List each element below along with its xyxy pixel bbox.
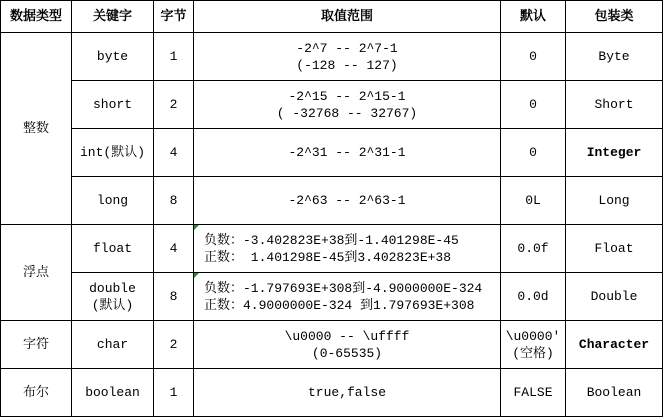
table-row xyxy=(1,129,663,177)
table-row xyxy=(1,33,663,81)
keyword-cell-line: (默认) xyxy=(91,297,134,313)
default-cell-line: FALSE xyxy=(513,385,553,400)
range-cell xyxy=(194,369,501,417)
bytes-cell: 8 xyxy=(154,177,194,225)
range-cell-line: -2^63 -- 2^63-1 xyxy=(288,193,406,208)
range-cell-line: \u0000 -- \uffff xyxy=(284,328,410,344)
keyword-cell-line: long xyxy=(96,193,129,208)
wrapper-cell: Integer xyxy=(566,129,663,177)
range-cell-line: -2^31 -- 2^31-1 xyxy=(288,145,406,160)
range-cell-line: 正数： 1.401298E-45到3.402823E+38 xyxy=(204,249,452,265)
range-cell-line: 负数：-1.797693E+308到-4.9000000E-324 xyxy=(204,280,483,296)
table-row xyxy=(1,369,663,417)
bytes-cell: 4 xyxy=(154,129,194,177)
default-cell xyxy=(501,81,566,129)
range-cell-line: -2^15 -- 2^15-1 xyxy=(288,88,406,104)
keyword-cell-line: int(默认) xyxy=(79,145,145,160)
default-cell-line: (空格) xyxy=(512,345,554,361)
range-cell xyxy=(194,81,501,129)
range-cell xyxy=(194,129,501,177)
wrapper-cell: Byte xyxy=(566,33,663,81)
range-cell-line: 负数：-3.402823E+38到-1.401298E-45 xyxy=(204,232,459,248)
keyword-cell xyxy=(72,81,154,129)
keyword-cell-line: short xyxy=(92,97,132,112)
keyword-cell xyxy=(72,321,154,369)
keyword-cell-line: char xyxy=(96,337,129,352)
header-row xyxy=(1,1,663,33)
default-cell-line: 0 xyxy=(529,97,537,112)
default-cell-line: \u0000' xyxy=(505,328,561,344)
default-cell xyxy=(501,33,566,81)
range-cell-line: 正数：4.9000000E-324 到1.797693E+308 xyxy=(204,297,475,313)
wrapper-cell: Character xyxy=(566,321,663,369)
keyword-cell xyxy=(72,177,154,225)
range-cell-line: true,false xyxy=(307,385,386,400)
data-type-cell: 整数 xyxy=(1,33,72,225)
default-cell xyxy=(501,225,566,273)
data-type-cell: 浮点 xyxy=(1,225,72,321)
keyword-cell xyxy=(72,33,154,81)
range-cell-line: ( -32768 -- 32767) xyxy=(276,105,418,121)
default-cell-line: 0 xyxy=(529,49,537,64)
wrapper-cell: Boolean xyxy=(566,369,663,417)
data-type-cell: 字符 xyxy=(1,321,72,369)
default-cell-line: 0.0f xyxy=(517,241,549,256)
header-wrapper: 包装类 xyxy=(566,1,663,33)
keyword-cell xyxy=(72,129,154,177)
keyword-cell xyxy=(72,273,154,321)
range-cell xyxy=(194,177,501,225)
keyword-cell-line: byte xyxy=(96,49,129,64)
wrapper-cell: Double xyxy=(566,273,663,321)
keyword-cell xyxy=(72,369,154,417)
wrapper-cell: Float xyxy=(566,225,663,273)
bytes-cell: 2 xyxy=(154,81,194,129)
table-row xyxy=(1,81,663,129)
default-cell-line: 0 xyxy=(529,145,537,160)
header-default: 默认 xyxy=(501,1,566,33)
bytes-cell: 4 xyxy=(154,225,194,273)
keyword-cell xyxy=(72,225,154,273)
default-cell xyxy=(501,177,566,225)
default-cell xyxy=(501,321,566,369)
wrapper-cell: Short xyxy=(566,81,663,129)
bytes-cell: 1 xyxy=(154,369,194,417)
header-bytes: 字节 xyxy=(154,1,194,33)
keyword-cell-line: boolean xyxy=(85,385,140,400)
default-cell xyxy=(501,129,566,177)
range-cell-line: (-128 -- 127) xyxy=(296,57,398,73)
range-cell-line: -2^7 -- 2^7-1 xyxy=(296,40,398,56)
default-cell-line: 0L xyxy=(525,193,541,208)
comment-marker-icon xyxy=(194,273,199,278)
comment-marker-icon xyxy=(194,225,199,230)
keyword-cell-line: double xyxy=(89,280,136,296)
header-data-type: 数据类型 xyxy=(1,1,72,33)
wrapper-cell: Long xyxy=(566,177,663,225)
range-cell xyxy=(194,273,501,321)
range-cell xyxy=(194,33,501,81)
table-row xyxy=(1,321,663,369)
range-cell xyxy=(194,321,501,369)
header-range: 取值范围 xyxy=(194,1,501,33)
data-type-cell: 布尔 xyxy=(1,369,72,417)
default-cell xyxy=(501,369,566,417)
table-row xyxy=(1,273,663,321)
bytes-cell: 1 xyxy=(154,33,194,81)
bytes-cell: 2 xyxy=(154,321,194,369)
table-row xyxy=(1,225,663,273)
range-cell xyxy=(194,225,501,273)
header-keyword: 关键字 xyxy=(72,1,154,33)
bytes-cell: 8 xyxy=(154,273,194,321)
default-cell xyxy=(501,273,566,321)
keyword-cell-line: float xyxy=(92,241,132,256)
default-cell-line: 0.0d xyxy=(517,289,549,304)
table-row xyxy=(1,177,663,225)
range-cell-line: (0-65535) xyxy=(311,345,383,361)
